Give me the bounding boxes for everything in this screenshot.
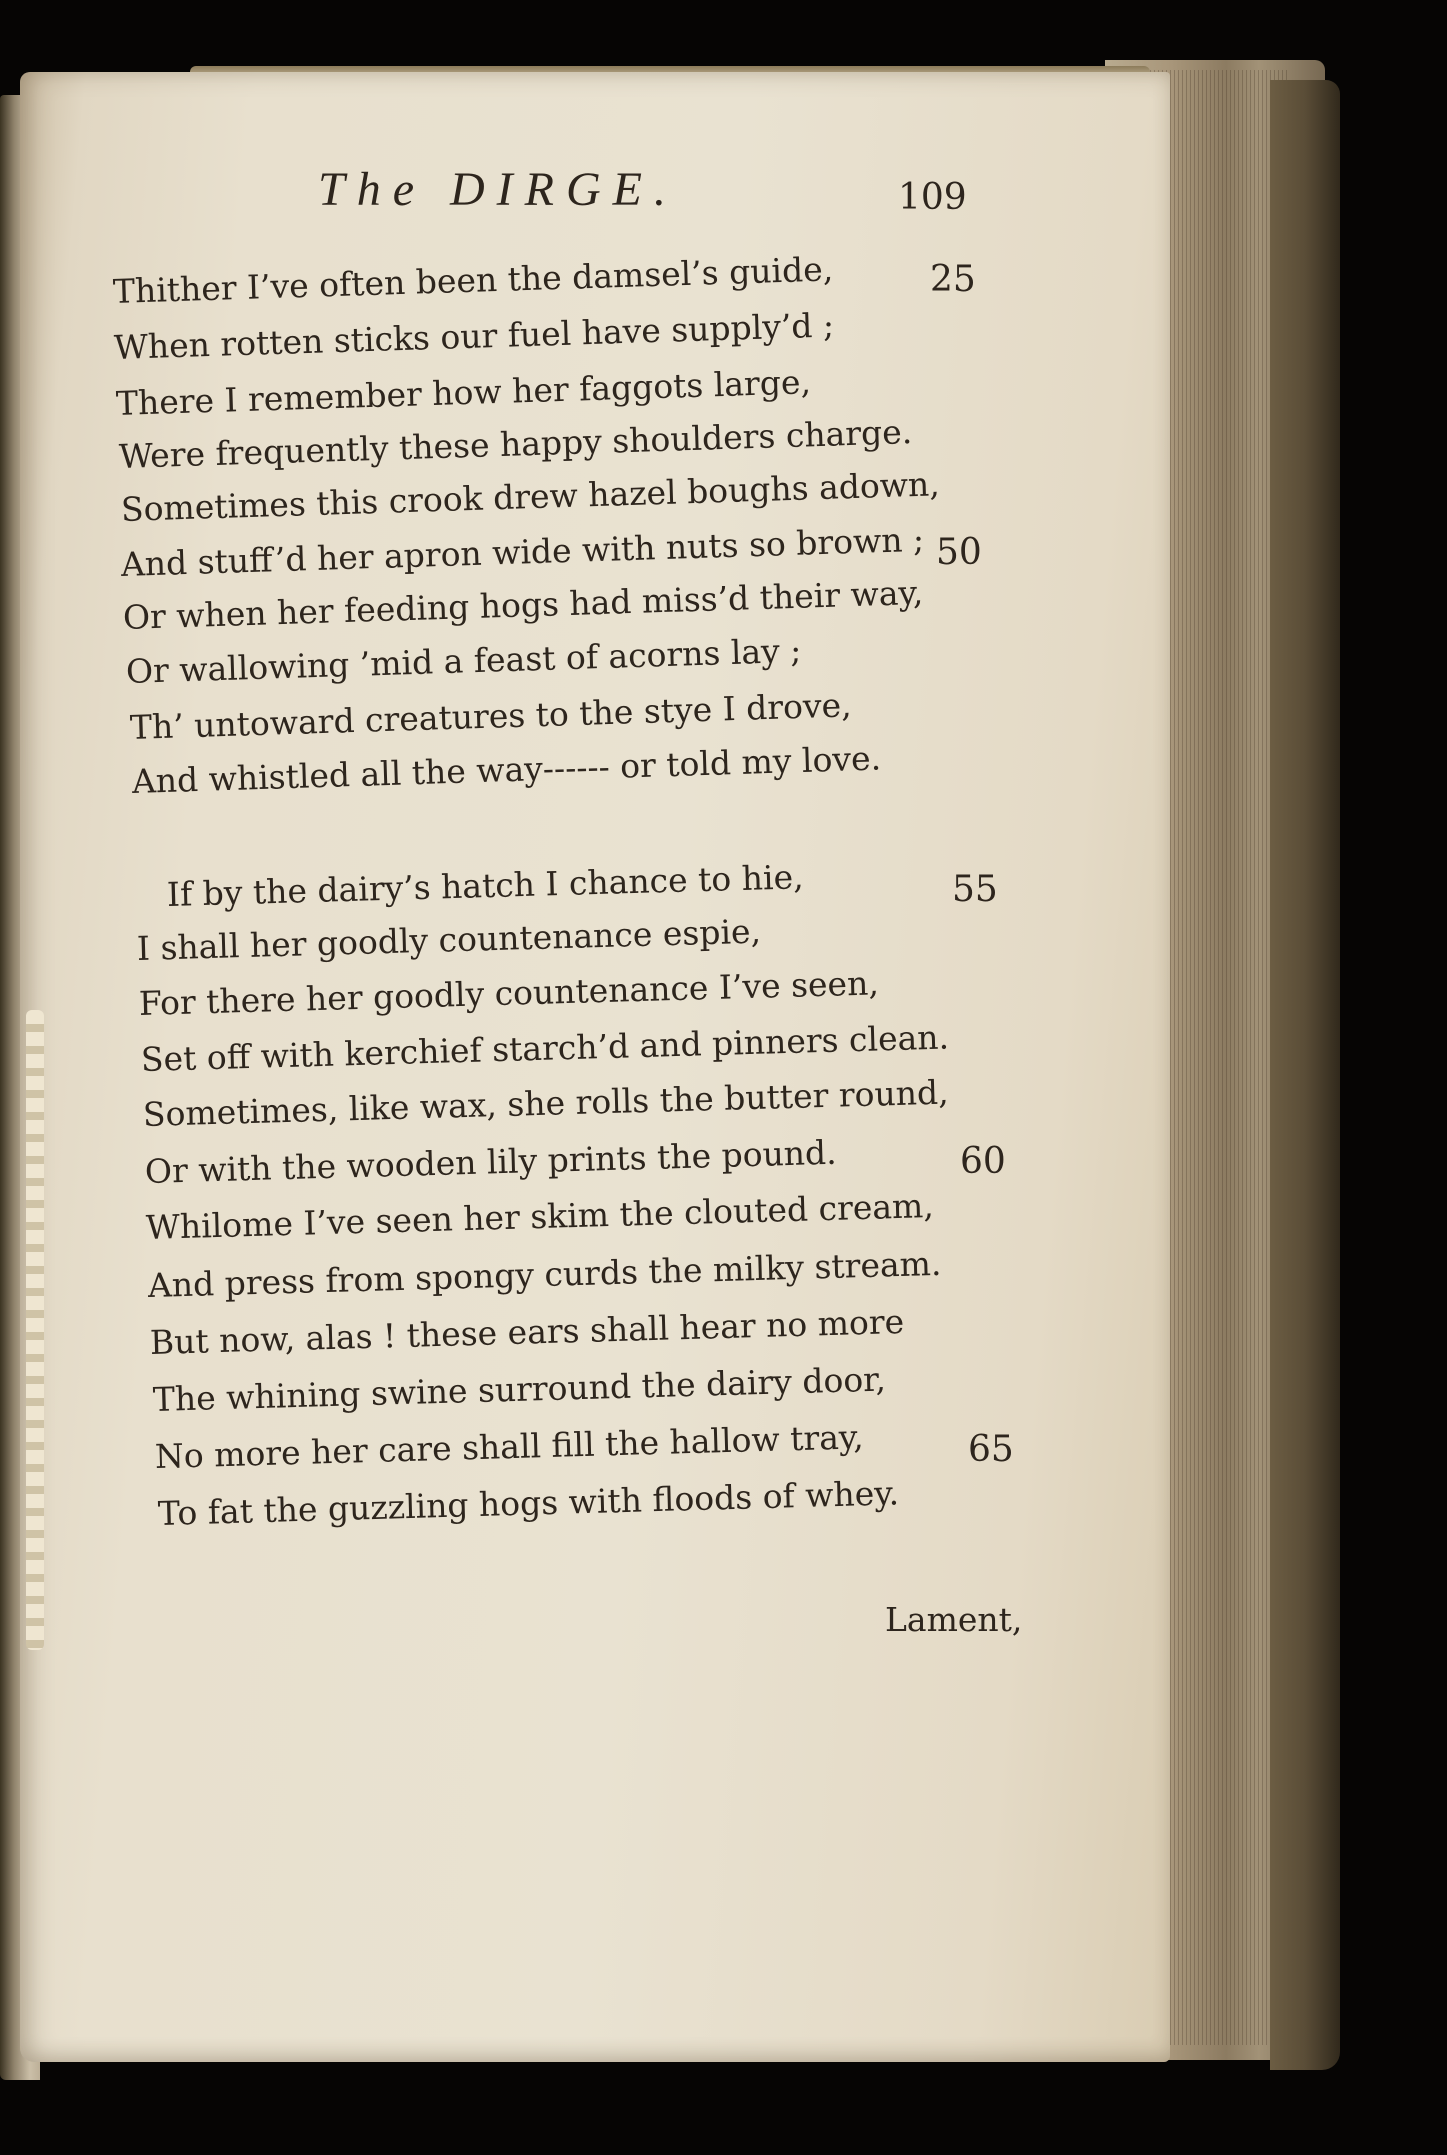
line-number-25: 25: [930, 259, 976, 300]
verse-line: And stuff’d her apron wide with nuts so brown ;: [120, 519, 925, 584]
line-number-50: 50: [936, 532, 982, 573]
verse-line: Thither I’ve often been the damsel’s guide,: [112, 249, 834, 311]
line-number-55: 55: [952, 869, 998, 910]
verse-line: There I remember how her faggots large,: [115, 362, 812, 423]
verse-line: Set off with kerchief starch’d and pinners clean.: [140, 1017, 950, 1079]
verse-line: Or when her feeding hogs had miss’d their way,: [122, 572, 924, 637]
page-number: 109: [898, 177, 967, 218]
verse-line: And press from spongy curds the milky stream.: [147, 1243, 942, 1305]
verse-line: And whistled all the way------ or told my love.: [131, 738, 882, 801]
verse-line: For there her goodly countenance I’ve seen,: [138, 963, 880, 1023]
verse-line: If by the dairy’s hatch I chance to hie,: [166, 857, 805, 914]
verse-line: But now, alas ! these ears shall hear no more: [149, 1301, 905, 1362]
verse-line: Sometimes this crook drew hazel boughs adown,: [120, 464, 941, 529]
verse-line: When rotten sticks our fuel have supply’d ;: [113, 305, 835, 367]
verse-line: Whilome I’ve seen her skim the clouted cream,: [145, 1186, 935, 1247]
verse-line: No more her care shall fill the hallow tray,: [154, 1417, 865, 1476]
verse-line: Were frequently these happy shoulders charge.: [118, 412, 913, 476]
line-number-60: 60: [960, 1141, 1006, 1182]
running-title: The DIRGE.: [318, 163, 678, 216]
catchword: Lament,: [885, 1600, 1023, 1639]
verse-line: Or wallowing ’mid a feast of acorns lay ;: [125, 630, 802, 691]
verse-line: Th’ untoward creatures to the stye I drove,: [129, 685, 853, 747]
verse-line: Sometimes, like wax, she rolls the butter round,: [142, 1072, 950, 1134]
verse-line: The whining swine surround the dairy door,: [152, 1359, 887, 1419]
verse-line: I shall her goodly countenance espie,: [136, 911, 762, 968]
line-number-65: 65: [968, 1429, 1014, 1470]
verse-line: Or with the wooden lily prints the pound.: [144, 1132, 838, 1191]
verse-line: To fat the guzzling hogs with floods of whey.: [157, 1473, 900, 1533]
